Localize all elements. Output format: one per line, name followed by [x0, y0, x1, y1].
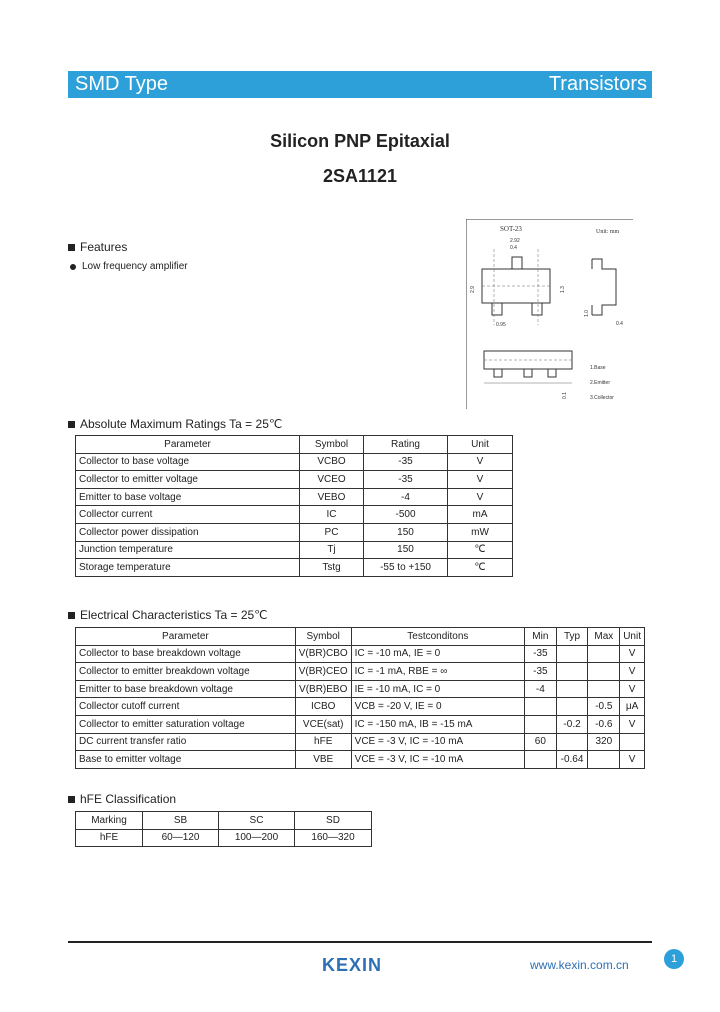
dim-1: 2.92 — [510, 238, 520, 244]
abs-heading: Absolute Maximum Ratings Ta = 25℃ — [68, 417, 282, 431]
features-heading: Features — [68, 240, 127, 254]
pin-1: 1.Base — [590, 365, 606, 371]
table-row: Emitter to base voltage VEBO -4 V — [76, 488, 513, 506]
col-header: Min — [525, 628, 557, 646]
table-row: Collector power dissipation PC 150 mW — [76, 523, 513, 541]
elec-heading: Electrical Characteristics Ta = 25℃ — [68, 608, 268, 622]
col-header: Unit — [448, 436, 513, 454]
table-header-row: Marking SB SC SD — [76, 812, 372, 830]
table-header-row — [76, 436, 513, 454]
package-unit: Unit: mm — [596, 229, 620, 235]
header-bar — [68, 71, 652, 98]
dim-5: 0.95 — [496, 322, 506, 328]
pin-3: 3.Collector — [590, 395, 614, 401]
table-row: Collector cutoff current ICBO VCB = -20 V, IE = 0 -0.5 μA — [76, 698, 645, 716]
dim-2: 0.4 — [510, 245, 517, 251]
dim-8: 0.1 — [562, 392, 568, 399]
square-bullet-icon — [68, 796, 75, 803]
table-row: Collector to emitter voltage VCEO -35 V — [76, 471, 513, 489]
table-row: hFE 60—120 100—200 160—320 — [76, 829, 372, 847]
col-header: Symbol — [295, 628, 351, 646]
dim-6: 0.4 — [616, 321, 623, 327]
table-row: DC current transfer ratio hFE VCE = -3 V, IC = -10 mA 60 320 — [76, 733, 645, 751]
dim-3: 2.9 — [470, 286, 476, 293]
square-bullet-icon — [68, 421, 75, 428]
col-header: Parameter — [76, 628, 296, 646]
elec-char-table — [75, 627, 645, 769]
hfe-heading: hFE Classification — [68, 792, 176, 806]
package-name: SOT-23 — [500, 225, 522, 233]
feature-item: Low frequency amplifier — [70, 261, 188, 272]
square-bullet-icon — [68, 244, 75, 251]
col-header: Testconditons — [351, 628, 524, 646]
header-left: SMD Type — [75, 73, 168, 95]
table-row: Collector current IC -500 mA — [76, 506, 513, 524]
col-header: Max — [588, 628, 620, 646]
pin-2: 2.Emitter — [590, 380, 611, 386]
table-row: Collector to base breakdown voltage V(BR)CBO IC = -10 mA, IE = 0 -35 V — [76, 645, 645, 663]
col-header: Rating — [364, 436, 448, 454]
square-bullet-icon — [68, 612, 75, 619]
col-header: Typ — [556, 628, 588, 646]
package-drawing — [466, 219, 633, 409]
page-title: Silicon PNP Epitaxial — [270, 131, 450, 151]
abs-max-table — [75, 435, 513, 577]
table-row: Emitter to base breakdown voltage V(BR)EBO IE = -10 mA, IC = 0 -4 V — [76, 680, 645, 698]
kexin-logo: KEXIN — [322, 955, 383, 975]
table-row: Junction temperature Tj 150 ℃ — [76, 541, 513, 559]
dot-bullet-icon — [70, 264, 76, 270]
table-row: Base to emitter voltage VBE VCE = -3 V, IC = -10 mA -0.64 V — [76, 751, 645, 769]
header-right: Transistors — [548, 73, 647, 95]
footer-divider — [68, 941, 652, 943]
col-header: Symbol — [300, 436, 364, 454]
table-header-row — [76, 628, 645, 646]
col-header: Unit — [620, 628, 645, 646]
table-row: Collector to base voltage VCBO -35 V — [76, 453, 513, 471]
footer-url[interactable]: www.kexin.com.cn — [530, 958, 629, 972]
dim-7: 1.0 — [584, 310, 590, 317]
dim-4: 1.3 — [560, 286, 566, 293]
table-row: Storage temperature Tstg -55 to +150 ℃ — [76, 559, 513, 577]
table-row: Collector to emitter breakdown voltage V(BR)CEO IC = -1 mA, RBE = ∞ -35 V — [76, 663, 645, 681]
page-number-badge: 1 — [664, 949, 684, 969]
table-row: Collector to emitter saturation voltage VCE(sat) IC = -150 mA, IB = -15 mA -0.2 -0.6 V — [76, 715, 645, 733]
hfe-table — [75, 811, 372, 847]
part-number: 2SA1121 — [322, 166, 398, 186]
col-header: Parameter — [76, 436, 300, 454]
